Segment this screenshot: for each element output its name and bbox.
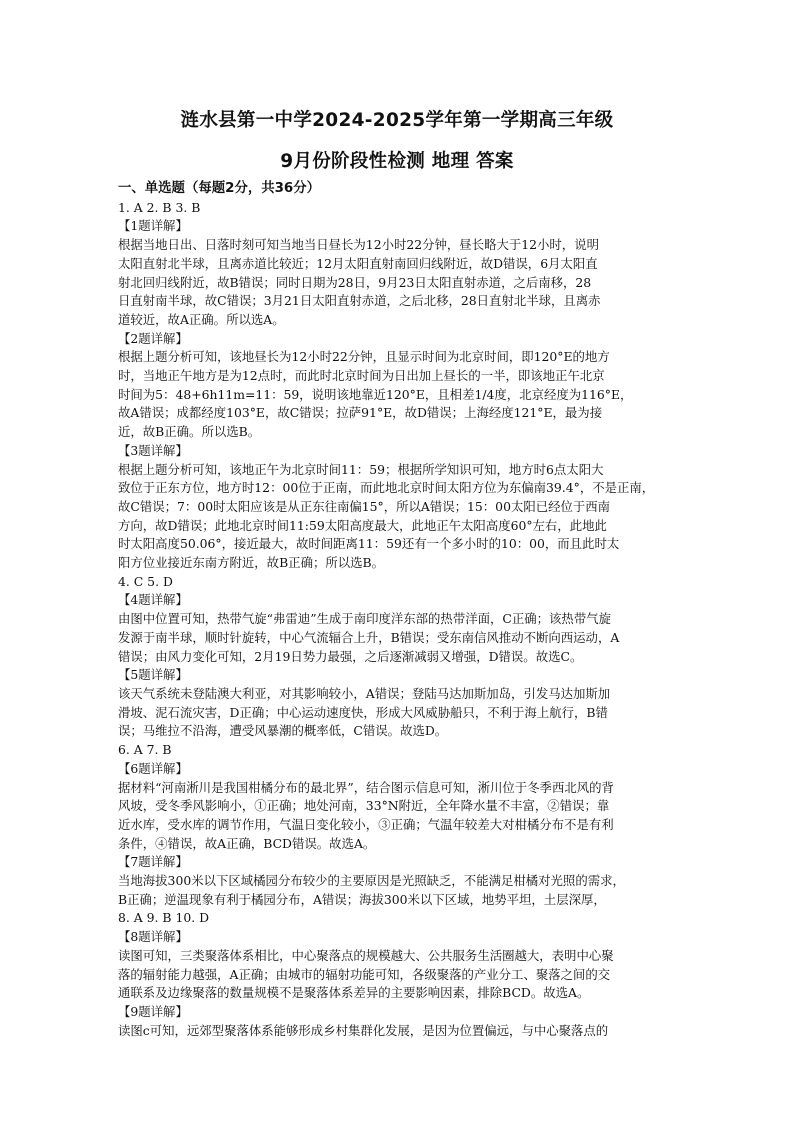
explanation-block [118,348,690,442]
explanation-line: 太阳直射北半球，且离赤道比较近；12月太阳直射南回归线附近，故D错误，6月太阳直 [118,255,598,271]
explanation-line: 发源于南半球，顺时针旋转，中心气流辐合上升，B错误；受东南信风推动不断向西运动，A [118,629,620,645]
answer-key-row: 4. C 5. D [118,573,173,589]
document-subtitle: 9月份阶段性检测 地理 答案 [280,151,514,172]
explanation-block [118,779,690,854]
explanation-heading: 【8题详解】 [118,929,188,945]
explanation-heading: 【9题详解】 [118,1003,188,1019]
explanation-line: 时间为5：48+6h11m=11：59，说明该地靠近120°E，且相差1/4度，北京经度为116°E， [118,386,633,402]
explanation-line: 该天气系统未登陆澳大利亚，对其影响较小，A错误；登陆马达加斯加岛，引发马达加斯加 [118,685,611,701]
explanation-line: 读图可知，三类聚落体系相比，中心聚落点的规模越大、公共服务生活圈越大，表明中心聚 [118,947,614,963]
explanation-line: B正确；逆温现象有利于橘园分布，A错误；海拔300米以下区域，地势平坦，土层深厚， [118,891,606,907]
explanation-line: 根据上题分析可知，该地正午为北京时间11：59；根据所学知识可知，地方时6点太阳大 [118,461,604,477]
explanation-line: 日直射南半球，故C错误；3月21日太阳直射赤道，之后北移，28日直射北半球，且离赤 [118,293,601,309]
explanation-heading: 【6题详解】 [118,760,188,776]
explanation-line: 读图c可知，远郊型聚落体系能够形成乡村集群化发展，是因为位置偏远，与中心聚落点的 [118,1022,609,1038]
explanation-line: 通联系及边缘聚落的数量规模不是聚落体系差异的主要影响因素，排除BCD。故选A。 [118,985,590,1001]
explanation-line: 道较近，故A正确。所以选A。 [118,311,285,327]
explanation-block [118,236,690,330]
explanation-heading: 【1题详解】 [118,218,188,234]
explanation-line: 当地海拔300米以下区域橘园分布较少的主要原因是光照缺乏，不能满足柑橘对光照的需求， [118,873,625,889]
section-heading: 一、单选题（每题2分，共36分） [118,181,321,196]
answer-content [118,180,690,1040]
explanation-line: 根据当地日出、日落时刻可知当地当日昼长为12小时22分钟，昼长略大于12小时，说明 [118,237,599,253]
explanation-line: 近，故B正确。所以选B。 [118,424,261,440]
answer-key-row: 8. A 9. B 10. D [118,910,210,926]
explanation-line: 时太阳高度50.06°，接近最大，故时间距离11：59还有一个多小时的10：00，而且此时太 [118,536,620,552]
explanation-line: 落的辐射能力越强，A正确；由城市的辐射功能可知，各级聚落的产业分工、聚落之间的交 [118,966,611,982]
document-title: 涟水县第一中学2024-2025学年第一学期高三年级 [180,110,614,131]
explanation-heading: 【7题详解】 [118,854,188,870]
explanation-line: 近水库，受水库的调节作用，气温日变化较小，③正确；气温年较差大对柑橘分布不是有利 [118,816,614,832]
explanation-heading: 【5题详解】 [118,667,188,683]
explanation-line: 错误；由风力变化可知，2月19日势力最强，之后逐渐减弱又增强，D错误。故选C。 [118,648,583,664]
explanation-line: 风坡，受冬季风影响小，①正确；地处河南，33°N附近，全年降水量不丰富，②错误；靠 [118,798,610,814]
explanation-block [118,685,690,741]
explanation-block [118,1022,690,1041]
explanation-block [118,947,690,1003]
explanation-block [118,872,690,909]
explanation-line: 阳方位业接近东南方附近，故B正确；所以选B。 [118,555,385,571]
explanation-block [118,610,690,666]
explanation-line: 误；马维拉不沿海，遭受风暴潮的概率低，C错误。故选D。 [118,723,448,739]
answer-key-row: 1. A 2. B 3. B [118,199,201,215]
explanation-block [118,461,690,573]
explanation-line: 条件，④错误，故A正确，BCD错误。故选A。 [118,835,376,851]
explanation-line: 射北回归线附近，故B错误；同时日期为28日，9月23日太阳直射赤道，之后南移，28 [118,274,592,290]
explanation-line: 滑坡、泥石流灾害，D正确；中心运动速度快，形成大风威胁船只，不利于海上航行，B错 [118,704,608,720]
explanation-line: 时，当地正午地方是为12点时，而此时北京时间为日出加上昼长的一半，即该地正午北京 [118,368,605,384]
explanation-line: 致位于正东方位，地方时12：00位于正南，而此地北京时间太阳方位为东偏南39.4°，不是正南， [118,480,655,496]
explanation-line: 据材料“河南淅川是我国柑橘分布的最北界”，结合图示信息可知，淅川位于冬季西北风的背 [118,779,614,795]
explanation-heading: 【2题详解】 [118,330,188,346]
explanation-line: 根据上题分析可知，该地昼长为12小时22分钟，且显示时间为北京时间，即120°E的地方 [118,349,610,365]
answer-key-row: 6. A 7. B [118,742,172,758]
explanation-heading: 【3题详解】 [118,442,188,458]
explanation-line: 由图中位置可知，热带气旋“弗雷迪”生成于南印度洋东部的热带洋面，C正确；该热带气旋 [118,611,611,627]
explanation-line: 故A错误；成都经度103°E，故C错误；拉萨91°E，故D错误；上海经度121°E，最为接 [118,405,603,421]
explanation-line: 方向，故D错误；此地北京时间11:59太阳高度最大，此地正午太阳高度60°左右，此地此 [118,517,607,533]
explanation-line: 故C错误；7：00时太阳应该是从正东往南偏15°，所以A错误；15：00太阳已经位于西南 [118,498,611,514]
explanation-heading: 【4题详解】 [118,592,188,608]
